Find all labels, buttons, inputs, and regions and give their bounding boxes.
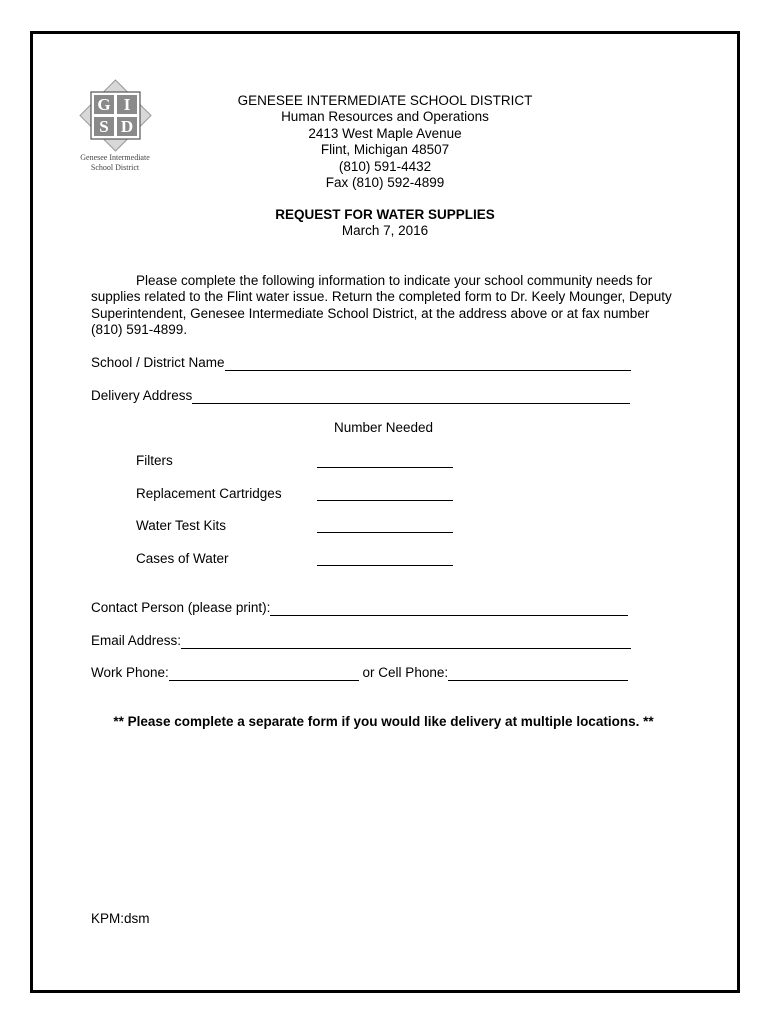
- school-name-label: School / District Name: [91, 355, 225, 370]
- supply-row-test-kits[interactable]: [136, 518, 456, 536]
- multiple-locations-note: ** Please complete a separate form if you would like delivery at multiple locations. **: [113, 714, 654, 729]
- school-name-blank[interactable]: [225, 356, 631, 371]
- supply-quantity-blank[interactable]: [317, 467, 453, 468]
- letterhead: [190, 93, 580, 191]
- cell-phone-label: or Cell Phone:: [358, 665, 449, 680]
- instructions-text: Please complete the following information to indicate your school community needs for supplies related to the Flint water issue. Return the completed form to Dr. Keely Mounger, Deputy Superintendent, Genesee Intermediate School District, at the address above or at fax number (810) 591-4899.: [91, 273, 672, 338]
- logo-caption-line2: School District: [90, 163, 140, 172]
- contact-person-label: Contact Person (please print):: [91, 600, 271, 615]
- delivery-address-blank[interactable]: [192, 389, 630, 404]
- supply-row-filters[interactable]: [136, 453, 456, 471]
- form-heading: [190, 207, 580, 240]
- logo-letter-d: D: [120, 117, 134, 136]
- supply-row-cases-of-water[interactable]: [136, 551, 456, 569]
- logo-letter-i: I: [123, 95, 131, 114]
- instructions-paragraph: [91, 273, 676, 339]
- contact-person-field[interactable]: [91, 600, 628, 616]
- phone-number: (810) 591-4432: [338, 158, 432, 174]
- supply-quantity-blank[interactable]: [317, 565, 453, 566]
- department: Human Resources and Operations: [281, 109, 489, 125]
- number-needed-heading: Number Needed: [334, 420, 434, 435]
- delivery-address-label: Delivery Address: [91, 388, 193, 403]
- supply-label: Water Test Kits: [136, 518, 227, 533]
- city-state-zip: Flint, Michigan 48507: [320, 142, 450, 158]
- work-phone-blank[interactable]: [169, 666, 359, 681]
- cell-phone-blank[interactable]: [448, 666, 628, 681]
- supply-label: Cases of Water: [136, 551, 229, 566]
- email-field[interactable]: [91, 633, 631, 649]
- logo-caption-line1: Genesee Intermediate: [80, 153, 150, 162]
- supply-label: Filters: [136, 453, 173, 468]
- school-name-field[interactable]: [91, 355, 631, 371]
- street-address: 2413 West Maple Avenue: [308, 125, 462, 141]
- typist-initials: KPM:dsm: [91, 911, 150, 926]
- contact-person-blank[interactable]: [270, 601, 628, 616]
- supply-quantity-blank[interactable]: [317, 500, 453, 501]
- org-name: GENESEE INTERMEDIATE SCHOOL DISTRICT: [237, 93, 533, 108]
- phone-field-row[interactable]: [91, 665, 628, 681]
- logo-letter-s: S: [99, 117, 109, 136]
- supply-row-cartridges[interactable]: [136, 486, 456, 504]
- supply-quantity-blank[interactable]: [317, 532, 453, 533]
- form-date: March 7, 2016: [341, 223, 429, 239]
- logo-letter-g: G: [97, 95, 111, 114]
- email-label: Email Address:: [91, 633, 182, 648]
- supply-label: Replacement Cartridges: [136, 486, 282, 501]
- fax-number: Fax (810) 592-4899: [325, 175, 445, 191]
- delivery-address-field[interactable]: [91, 388, 630, 404]
- form-title: REQUEST FOR WATER SUPPLIES: [275, 207, 495, 222]
- logo-caption: [70, 153, 160, 173]
- work-phone-label: Work Phone:: [91, 665, 169, 680]
- email-blank[interactable]: [181, 634, 631, 649]
